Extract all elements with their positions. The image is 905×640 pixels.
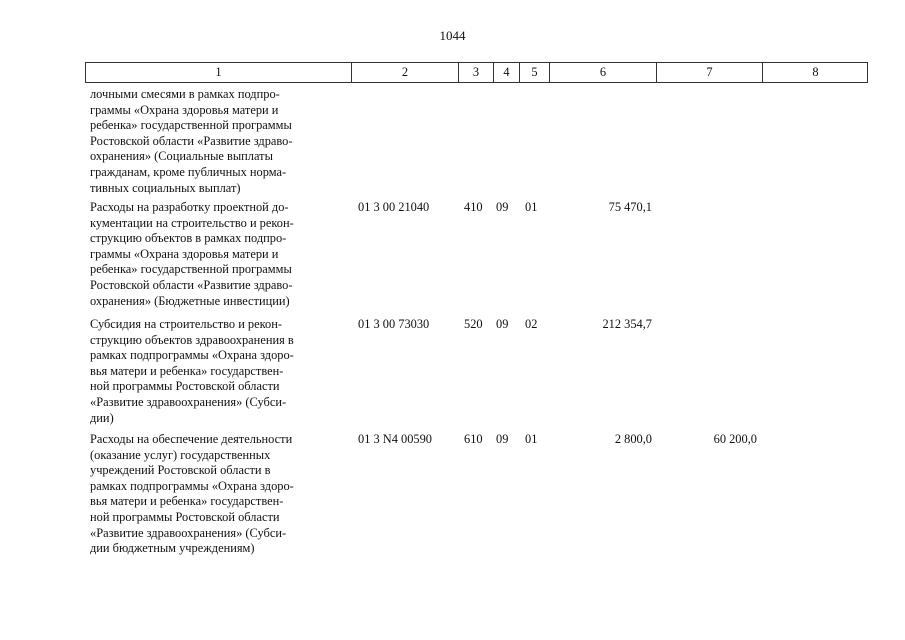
row-code: 01 3 00 21040 [358, 200, 430, 214]
header-col-6: 6 [549, 63, 656, 82]
header-col-1: 1 [215, 65, 222, 79]
row-col-4: 09 [496, 317, 509, 331]
row-col-5: 01 [525, 432, 538, 446]
header-col-8: 8 [762, 63, 868, 82]
header-col-7: 7 [656, 63, 762, 82]
header-col-3: 3 [458, 63, 493, 82]
row-col-6: 212 354,7 [602, 317, 652, 331]
row-col-3: 410 [464, 200, 483, 214]
row-description: Расходы на обеспечение деятельности (оказание услуг) государственных учреждений Ростовской области в рамках подпрограммы «Охрана здоро- вья матери и ребенка» государствен- ной программы Ростовской области «Развитие здравоохранения» (Субси- дии бюджетным учреждениям) [90, 432, 294, 556]
page-number: 1044 [439, 28, 466, 43]
row-description: Субсидия на строительство и рекон- струкцию объектов здравоохранения в рамках подпрограммы «Охрана здоро- вья матери и ребенка» государствен- ной программы Ростовской области «Развитие здравоохранения» (Субси- дии) [90, 317, 294, 425]
row-col-4: 09 [496, 200, 509, 214]
row-col-4: 09 [496, 432, 509, 446]
header-col-4: 4 [493, 63, 519, 82]
row-code: 01 3 00 73030 [358, 317, 430, 331]
header-col-5: 5 [519, 63, 549, 82]
row-col-5: 01 [525, 200, 538, 214]
budget-table [85, 62, 868, 556]
row-col-3: 610 [464, 432, 483, 446]
row-code: 01 3 N4 00590 [358, 432, 432, 446]
header-col-2: 2 [351, 63, 458, 82]
row-description: Расходы на разработку проектной до- кументации на строительство и рекон- струкцию объектов в рамках подпро- граммы «Охрана здоровья матери и ребенка» государственной программы Ростовской области «Развитие здраво- охранения» (Бюджетные инвестиции) [90, 200, 294, 308]
row-col-3: 520 [464, 317, 483, 331]
row-description: лочными смесями в рамках подпро- граммы «Охрана здоровья матери и ребенка» государственной программы Ростовской области «Развитие здраво- охранения» (Социальные выплаты гражданам, кроме публичных норма- тивных социальных выплат) [90, 87, 293, 195]
row-col-5: 02 [525, 317, 538, 331]
table-header-row [85, 62, 868, 83]
row-col-6: 2 800,0 [614, 432, 652, 446]
row-col-7: 60 200,0 [713, 432, 757, 446]
row-col-6: 75 470,1 [608, 200, 652, 214]
